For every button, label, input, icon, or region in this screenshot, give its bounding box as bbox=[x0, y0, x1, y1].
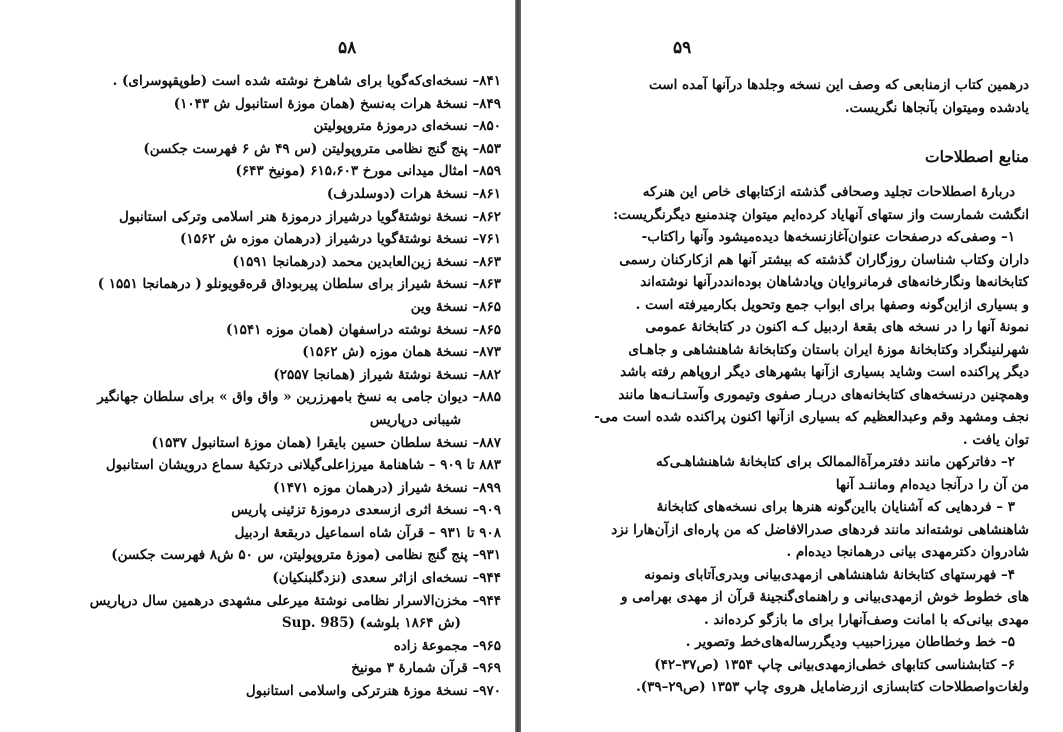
text-line: شادروان دکترمهدی بیانی درهمانجا دیده‌ام . bbox=[786, 544, 1029, 560]
page-number-right: ۵۹ bbox=[673, 38, 692, 58]
list-item: ۸۶۳– نسخهٔ زین‌العابدین محمد (درهمانجا ۱۵۹۱) bbox=[232, 253, 501, 270]
list-item: ۸۷۳– نسخهٔ همان موزه (ش ۱۵۶۲) bbox=[302, 344, 501, 361]
list-item: ۹۶۵– مجموعهٔ زاده bbox=[393, 637, 501, 654]
list-item: ۹۳۱– پنج گنج نظامی (موزهٔ متروپولیتن، س ۵۰ ش۸ فهرست جکسن) bbox=[111, 547, 501, 564]
paragraph-first-line: ۴– فهرستهای کتابخانهٔ شاهنشاهی ازمهدی‌بیانی وبدری‌آتابای ونمونه bbox=[644, 566, 1015, 583]
dated-manuscripts-list bbox=[6, 70, 501, 703]
list-item-continuation: شیبانی درپاریس bbox=[369, 411, 461, 428]
list-item: ۸۴۱– نسخه‌ای‌که‌گویا برای شاهرخ نوشته شده است (طوپقپوسرای) . bbox=[112, 73, 501, 89]
list-item: ۸۵۹– امثال میدانی مورخ ۶۱۵،۶۰۳ (مونیخ ۶۴۳) bbox=[235, 163, 501, 180]
text-line: شهرلنینگراد وکتابخانهٔ موزهٔ ایران باستان وکتابخانهٔ شاهنشاهی و جاهـای bbox=[628, 341, 1029, 358]
list-item: ۹۰۸ تا ۹۳۱ – قرآن شاه اسماعیل دربقعهٔ اردبیل bbox=[234, 524, 501, 541]
text-line: ولغات‌واصطلاحات کتابسازی ازرضامایل هروی چاپ ۱۳۵۳ (ص۲۹–۳۹). bbox=[636, 679, 1029, 695]
text-line: توان یافت . bbox=[962, 431, 1029, 448]
list-item: ۸۸۵– دیوان جامی به نسخ بامهرزرین « واق واق » برای سلطان جهانگیر bbox=[97, 389, 501, 406]
list-item: ۸۵۳– پنج گنج نظامی متروپولیتن (س ۴۹ ش ۶ فهرست جکسن) bbox=[143, 140, 501, 157]
paragraph-first-line: ۵– خط وخطاطان میرزاحبیب ودیگررساله‌های‌خط وتصویر . bbox=[685, 634, 1015, 650]
text-line: نمونهٔ آنها را در نسخه های بقعهٔ اردبیل کـه اکنون در کتابخانهٔ عمومی bbox=[645, 319, 1029, 335]
list-item: ۸۹۹– نسخهٔ شیراز (درهمان موزه ۱۴۷۱) bbox=[273, 479, 501, 496]
paragraph-first-line: دربارهٔ اصطلاحات تجلید وصحافی گذشته ازکتابهای خاص این هنرکه bbox=[642, 184, 1015, 200]
text-line: های خطوط خوش ازمهدی‌بیانی و راهنمای‌گنجینهٔ قرآن از مهدی بهرامی و bbox=[621, 589, 1029, 605]
text-line: مهدی بیانی‌که با امانت وصف‌آنهارا برای ما بازگو کرده‌اند . bbox=[704, 611, 1029, 628]
text-line: من آن را درآنجا دیده‌ام وماننـد آنها bbox=[835, 476, 1029, 493]
right-page bbox=[521, 0, 1063, 732]
list-item: ۹۰۹– نسخهٔ اثری ازسعدی درموزهٔ تزئینی پاریس bbox=[231, 502, 501, 519]
left-page bbox=[0, 0, 515, 732]
list-item: ۸۶۱– نسخهٔ هرات (دوسلدرف) bbox=[326, 185, 501, 202]
text-line: وهمچنین درنسخه‌های کتابخانه‌های دربـار صفوی وتیموری وآستـانـه‌ها مانند bbox=[618, 386, 1029, 403]
list-item: ۸۶۳– نسخهٔ شیراز برای سلطان پیربوداق قره‌قویونلو ( درهمانجا ۱۵۵۱ ) bbox=[97, 276, 501, 293]
list-item: ۸۶۵– نسخهٔ نوشته دراسفهان (همان موزه ۱۵۴۱) bbox=[225, 321, 501, 338]
list-item: ۸۸۳ تا ۹۰۹ – شاهنامهٔ میرزاعلی‌گیلانی درتکیهٔ سماع درویشان استانبول bbox=[105, 457, 501, 474]
list-item: ۸۸۲– نسخهٔ نوشتهٔ شیراز (همانجا ۲۵۵۷) bbox=[273, 366, 501, 383]
paragraph-first-line: ۲– دفاترکهن مانند دفترمرآةالممالک برای کتابخانهٔ شاهنشاهـی‌که bbox=[656, 454, 1015, 470]
list-item: ۸۶۲– نسخهٔ نوشتهٔ‌گویا درشیراز درموزهٔ هنر اسلامی وترکی استانبول bbox=[119, 208, 501, 225]
list-item: ۹۶۹– قرآن شمارهٔ ۳ مونیخ bbox=[351, 660, 501, 677]
list-item: ۷۶۱– نسخهٔ نوشتهٔ‌گویا درشیراز (درهمان موزه ش ۱۵۶۲) bbox=[180, 231, 501, 248]
text-line: دیگر پراکنده است وشاید بسیاری ازآنها بشهرهای دیگر اروپاهم رفته باشد bbox=[620, 364, 1029, 380]
text-line: نجف ومشهد وقم وعبدالعظیم که بسیاری ازآنها اکنون پراکنده شده است می- bbox=[594, 409, 1029, 425]
paragraph-first-line: ۱– وصفی‌که درصفحات عنوان‌آغازنسخه‌ها دیده‌میشود وآنها راکتاب- bbox=[641, 229, 1015, 245]
list-item: ۸۴۹– نسخهٔ هرات به‌نسخ (همان موزهٔ استانبول ش ۱۰۴۳) bbox=[173, 95, 501, 112]
paragraph-first-line: ۶– کتابشناسی کتابهای خطی‌ازمهدی‌بیانی چاپ ۱۳۵۴ (ص۳۷–۴۲) bbox=[654, 656, 1015, 673]
text-line: شاهنشاهی نوشته‌اند مانند فردهای صدرالافاضل که من پاره‌ای ازآن‌هارا نزد bbox=[611, 521, 1029, 538]
intro-paragraph bbox=[549, 74, 1029, 119]
list-item: ۹۴۴– نسخه‌ای ازاثر سعدی (نزدگلبنکیان) bbox=[272, 570, 501, 587]
text-line: انگشت شمارست واز ستهای آنهایاد کرده‌ایم میتوان چندمنبع دیگرنگریست: bbox=[613, 206, 1029, 223]
page-number-left: ۵۸ bbox=[338, 38, 357, 58]
list-item: ۸۵۰– نسخه‌ای درموزهٔ متروپولیتن bbox=[313, 118, 501, 135]
list-item-continuation: (ش ۱۸۶۴ بلوشه) (Sup. 985 bbox=[281, 615, 461, 632]
section-heading: منابع اصطلاحات bbox=[925, 147, 1029, 166]
paragraph-first-line: ۳ – فردهایی که آشنایان بااین‌گونه هنرها برای نسخه‌های کتابخانهٔ bbox=[656, 499, 1015, 515]
intro-line: یادشده ومیتوان بآنجاها نگریست. bbox=[844, 99, 1029, 116]
text-line: و بسیاری ازاین‌گونه وصفها برای ابواب جمع وتحویل بکارمیرفته است . bbox=[635, 296, 1029, 313]
list-item: ۸۶۵– نسخهٔ وین bbox=[410, 298, 501, 315]
list-item: ۹۷۰– نسخهٔ موزهٔ هنرترکی واسلامی استانبول bbox=[245, 683, 501, 700]
text-line: کتابخانه‌ها ونگارخانه‌های فرمانروایان وپادشاهان بوده‌اند‌درآنها نوشته‌اند bbox=[640, 274, 1029, 290]
intro-line: درهمین کتاب ازمنابعی که وصف این نسخه وجلدها درآنها آمده است bbox=[649, 77, 1029, 93]
list-item: ۹۴۴– مخزن‌الاسرار نظامی نوشتهٔ میرعلی مشهدی درهمین سال درپاریس bbox=[89, 592, 501, 609]
list-item: ۸۸۷– نسخهٔ سلطان حسین بایقرا (همان موزهٔ استانبول ۱۵۳۷) bbox=[151, 434, 501, 451]
text-line: داران وکتاب شناسان روزگاران گذشته که بیشتر آنها هم ازکارکنان رسمی bbox=[619, 251, 1029, 268]
sources-text bbox=[549, 181, 1029, 699]
